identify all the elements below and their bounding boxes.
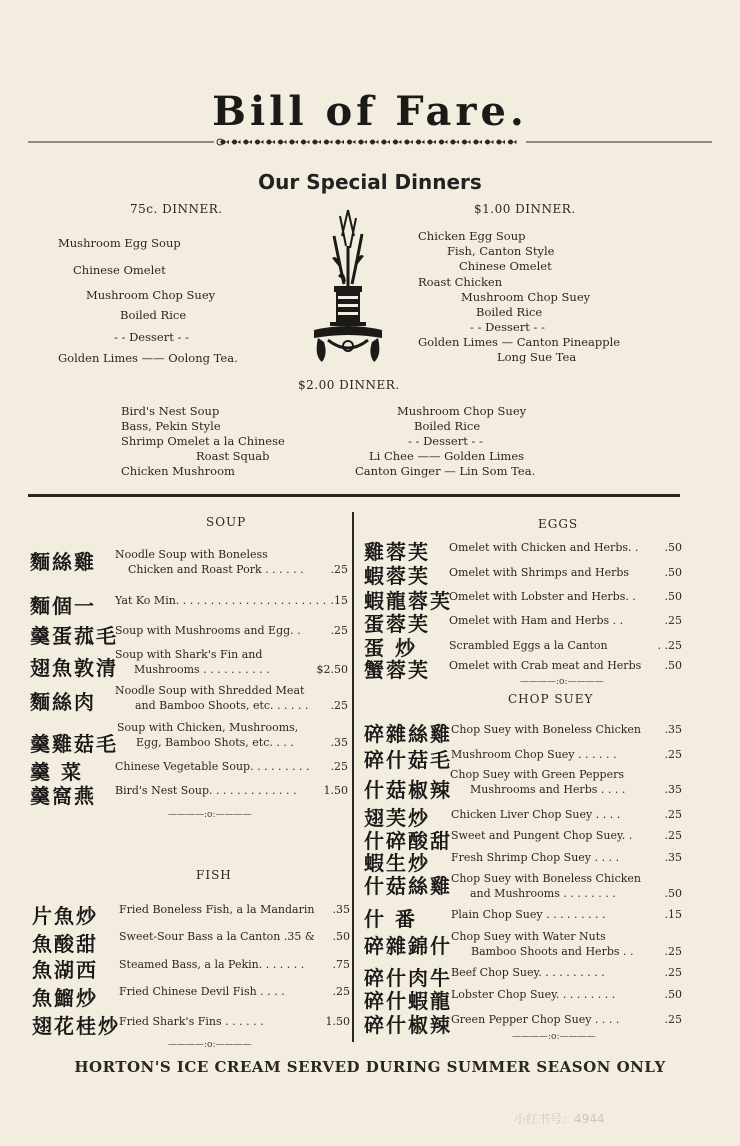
soup-price: .25 xyxy=(330,563,348,576)
dinner-75-line: - - Dessert - - xyxy=(114,330,189,344)
eggs-item: Omelet with Shrimps and Herbs xyxy=(449,566,630,579)
soup-item-cont: Egg, Bamboo Shots, etc. . . . xyxy=(136,736,294,749)
eggs-chinese-name: 蝦蓉芙 xyxy=(364,564,430,588)
dinner-100-line: Fish, Canton Style xyxy=(447,244,555,258)
dinner-200-line: Bird's Nest Soup xyxy=(121,404,220,418)
menu-title: Bill of Fare. xyxy=(212,88,528,135)
soup-chinese-name: 翅魚敦清 xyxy=(30,656,118,680)
soup-item: Soup with Shark's Fin and xyxy=(115,648,263,661)
fish-price: .50 xyxy=(332,930,350,943)
ornament-rule xyxy=(28,136,712,148)
soup-price: $2.50 xyxy=(316,663,348,676)
chop-suey-end-mark: ————:o:———— xyxy=(512,1032,596,1042)
chop-suey-chinese-name: 翅芙炒 xyxy=(364,806,430,830)
soup-chinese-name: 羹雞菇毛 xyxy=(30,732,118,756)
eggs-chinese-name: 蟹蓉芙 xyxy=(364,658,430,682)
dinner-100-line: Roast Chicken xyxy=(418,275,503,289)
chop-suey-item: Beef Chop Suey. . . . . . . . . . xyxy=(451,966,605,979)
eggs-item: Omelet with Chicken and Herbs. . xyxy=(449,541,639,554)
ornament-glyph xyxy=(232,140,241,145)
chop-suey-chinese-name: 什菇椒辣 xyxy=(364,778,452,802)
dinner-200-line: Chicken Mushroom xyxy=(121,464,235,478)
dinner-100-line: - - Dessert - - xyxy=(470,320,545,334)
dinner-75-line: Chinese Omelet xyxy=(73,263,166,277)
ornament-glyph xyxy=(508,140,517,145)
chop-suey-price: .15 xyxy=(664,908,682,921)
dinner-100-line: Long Sue Tea xyxy=(497,350,577,364)
ornament-glyph xyxy=(462,140,471,145)
chop-suey-chinese-name: 什菇絲雞 xyxy=(364,874,452,898)
soup-item: Yat Ko Min. . . . . . . . . . . . . . . . . . . . . . xyxy=(115,594,327,607)
ornament-glyph xyxy=(393,140,402,145)
chop-suey-item: Sweet and Pungent Chop Suey. . xyxy=(451,829,633,842)
chop-suey-price: .25 xyxy=(664,808,682,821)
dinner-100-line: Golden Limes — Canton Pineapple xyxy=(418,335,621,349)
eggs-chinese-name: 雞蓉芙 xyxy=(364,540,430,564)
fish-item: Fried Shark's Fins . . . . . . xyxy=(119,1015,264,1028)
chop-suey-heading: CHOP SUEY xyxy=(508,692,594,706)
watermark-text: 小红书号：4944 xyxy=(514,1112,605,1126)
soup-end-mark: ————:o:———— xyxy=(168,810,252,820)
eggs-item: Omelet with Crab meat and Herbs xyxy=(449,659,642,672)
dinner-200-line: Boiled Rice xyxy=(414,419,481,433)
fish-chinese-name: 翅花桂炒 xyxy=(32,1014,120,1038)
dinner-75-line: Mushroom Egg Soup xyxy=(58,236,181,250)
chop-suey-chinese-name: 碎什菇毛 xyxy=(364,748,452,772)
soup-item: Soup with Chicken, Mushrooms, xyxy=(117,721,299,734)
ornament-glyph xyxy=(450,140,459,145)
eggs-end-mark: ————:o:———— xyxy=(520,677,604,687)
section-divider xyxy=(28,494,680,497)
ornament-glyph xyxy=(243,140,252,145)
fish-item: Fried Chinese Devil Fish . . . . xyxy=(119,985,285,998)
fish-price: 1.50 xyxy=(325,1015,350,1028)
chop-suey-item: Green Pepper Chop Suey . . . . xyxy=(451,1013,620,1026)
eggs-price: .50 xyxy=(664,566,682,579)
soup-chinese-name: 麵絲肉 xyxy=(30,690,96,714)
ornament-glyph xyxy=(404,140,413,145)
soup-item: Bird's Nest Soup. . . . . . . . . . . . . xyxy=(115,784,297,797)
soup-item: Noodle Soup with Shredded Meat xyxy=(115,684,305,697)
chop-suey-chinese-name: 什 番 xyxy=(364,907,417,931)
eggs-item: Omelet with Lobster and Herbs. . xyxy=(449,590,636,603)
soup-item-cont: and Bamboo Shoots, etc. . . . . . xyxy=(135,699,309,712)
soup-price: .35 xyxy=(330,736,348,749)
ornament-glyph xyxy=(485,140,494,145)
eggs-item: Scrambled Eggs a la Canton xyxy=(449,639,608,652)
chop-suey-item: Chop Suey with Water Nuts xyxy=(451,930,606,943)
soup-chinese-name: 羹 菜 xyxy=(30,760,83,784)
dinner-200-line: Bass, Pekin Style xyxy=(121,419,221,433)
chop-suey-chinese-name: 碎什肉牛 xyxy=(364,966,452,990)
ornament-glyph xyxy=(427,140,436,145)
chop-suey-item: Chop Suey with Boneless Chicken xyxy=(451,872,641,885)
ornament-glyph xyxy=(335,140,344,145)
fish-item: Steamed Bass, a la Pekin. . . . . . . xyxy=(119,958,305,971)
vase-illustration xyxy=(310,206,386,368)
footer-note: HORTON'S ICE CREAM SERVED DURING SUMMER SEASON ONLY xyxy=(74,1058,666,1076)
chop-suey-item: Fresh Shrimp Chop Suey . . . . xyxy=(451,851,619,864)
eggs-item: Omelet with Ham and Herbs . . xyxy=(449,614,624,627)
dinner-100-line: Mushroom Chop Suey xyxy=(461,290,591,304)
chop-suey-chinese-name: 碎什椒辣 xyxy=(364,1013,452,1037)
chop-suey-chinese-name: 蝦生炒 xyxy=(364,851,430,875)
soup-price: .25 xyxy=(330,624,348,637)
ornament-glyph xyxy=(255,140,264,145)
dinner-200-line: Mushroom Chop Suey xyxy=(397,404,527,418)
chop-suey-price: .25 xyxy=(664,945,682,958)
soup-item: Noodle Soup with Boneless xyxy=(115,548,268,561)
ornament-glyph xyxy=(381,140,390,145)
chop-suey-price: .25 xyxy=(664,966,682,979)
ornament-glyph xyxy=(278,140,287,145)
soup-chinese-name: 麵個一 xyxy=(30,594,96,618)
fish-chinese-name: 魚湖西 xyxy=(32,958,98,982)
ornament-glyph xyxy=(370,140,379,145)
eggs-heading: EGGS xyxy=(538,517,579,531)
fish-chinese-name: 魚酸甜 xyxy=(32,932,98,956)
fish-price: .25 xyxy=(332,985,350,998)
ornament-glyph xyxy=(324,140,333,145)
dinner-200-line: Roast Squab xyxy=(196,449,270,463)
chop-suey-price: .50 xyxy=(664,988,682,1001)
chop-suey-chinese-name: 碎雜錦什 xyxy=(364,934,452,958)
ornament-glyph xyxy=(473,140,482,145)
dinner-75-heading: 75c. DINNER. xyxy=(130,202,223,216)
ornament-glyph xyxy=(416,140,425,145)
soup-chinese-name: 羹窩燕 xyxy=(30,784,96,808)
fish-heading: FISH xyxy=(196,868,232,882)
column-divider xyxy=(352,512,354,1042)
chop-suey-chinese-name: 碎什蝦龍 xyxy=(364,989,452,1013)
eggs-price: . .25 xyxy=(657,639,682,652)
chop-suey-chinese-name: 碎雜絲雞 xyxy=(364,722,452,746)
dinner-100-line: Boiled Rice xyxy=(476,305,543,319)
ornament-glyph xyxy=(358,140,367,145)
dinner-100-heading: $1.00 DINNER. xyxy=(474,202,576,216)
dinner-75-line: Boiled Rice xyxy=(120,308,187,322)
soup-chinese-name: 羹蛋菰毛 xyxy=(30,624,118,648)
dinner-200-heading: $2.00 DINNER. xyxy=(298,378,400,392)
chop-suey-price: .35 xyxy=(664,851,682,864)
soup-chinese-name: 麵絲雞 xyxy=(30,550,96,574)
ornament-glyph xyxy=(289,140,298,145)
fish-item: Fried Boneless Fish, a la Mandarin xyxy=(119,903,315,916)
eggs-chinese-name: 蛋 炒 xyxy=(364,636,417,660)
chop-suey-price: .25 xyxy=(664,829,682,842)
soup-heading: SOUP xyxy=(206,515,247,529)
ornament-glyph xyxy=(266,140,275,145)
chop-suey-price: .35 xyxy=(664,723,682,736)
dinner-100-line: Chinese Omelet xyxy=(459,259,552,273)
chop-suey-item: Chop Suey with Boneless Chicken xyxy=(451,723,641,736)
dinner-200-line: - - Dessert - - xyxy=(408,434,483,448)
ornament-glyph xyxy=(312,140,321,145)
ornament-glyph xyxy=(496,140,505,145)
chop-suey-item-cont: Bamboo Shoots and Herbs . . xyxy=(471,945,634,958)
ornament-glyph xyxy=(347,140,356,145)
soup-item: Soup with Mushrooms and Egg. . xyxy=(115,624,301,637)
soup-price: .25 xyxy=(330,699,348,712)
soup-item: Chinese Vegetable Soup. . . . . . . . . xyxy=(115,760,310,773)
eggs-price: .50 xyxy=(664,541,682,554)
chop-suey-item: Lobster Chop Suey. . . . . . . . . xyxy=(451,988,616,1001)
soup-price: .25 xyxy=(330,760,348,773)
eggs-price: .25 xyxy=(664,614,682,627)
chop-suey-price: .50 xyxy=(664,887,682,900)
chop-suey-price: .25 xyxy=(664,748,682,761)
chop-suey-item-cont: and Mushrooms . . . . . . . . xyxy=(470,887,616,900)
fish-chinese-name: 片魚炒 xyxy=(32,904,98,928)
dinner-200-line: Li Chee —— Golden Limes xyxy=(369,449,525,463)
soup-price: .15 xyxy=(330,594,348,607)
subtitle: Our Special Dinners xyxy=(258,170,482,194)
eggs-price: .50 xyxy=(664,590,682,603)
soup-price: 1.50 xyxy=(323,784,348,797)
eggs-chinese-name: 蝦龍蓉芙 xyxy=(364,589,452,613)
fish-item: Sweet-Sour Bass a la Canton .35 & xyxy=(119,930,315,943)
dinner-200-line: Shrimp Omelet a la Chinese xyxy=(121,434,285,448)
chop-suey-item: Plain Chop Suey . . . . . . . . . xyxy=(451,908,606,921)
dinner-75-line: Mushroom Chop Suey xyxy=(86,288,216,302)
eggs-price: .50 xyxy=(664,659,682,672)
fish-chinese-name: 魚鰡炒 xyxy=(32,986,98,1010)
chop-suey-item: Chicken Liver Chop Suey . . . . xyxy=(451,808,621,821)
chop-suey-item: Chop Suey with Green Peppers xyxy=(450,768,624,781)
eggs-chinese-name: 蛋蓉芙 xyxy=(364,612,430,636)
ornament-glyph xyxy=(220,140,229,145)
soup-item-cont: Mushrooms . . . . . . . . . . xyxy=(134,663,270,676)
ornament-glyph xyxy=(439,140,448,145)
fish-end-mark: ————:o:———— xyxy=(168,1040,252,1050)
soup-item-cont: Chicken and Roast Pork . . . . . . xyxy=(128,563,304,576)
fish-price: .75 xyxy=(332,958,350,971)
dinner-200-line: Canton Ginger — Lin Som Tea. xyxy=(355,464,536,478)
chop-suey-item-cont: Mushrooms and Herbs . . . . xyxy=(470,783,626,796)
ornament-glyph xyxy=(301,140,310,145)
dinner-100-line: Chicken Egg Soup xyxy=(418,229,526,243)
chop-suey-item: Mushroom Chop Suey . . . . . . xyxy=(451,748,617,761)
chop-suey-chinese-name: 什碎酸甜 xyxy=(364,829,452,853)
chop-suey-price: .35 xyxy=(664,783,682,796)
dinner-75-line: Golden Limes —— Oolong Tea. xyxy=(58,351,238,365)
fish-price: .35 xyxy=(332,903,350,916)
chop-suey-price: .25 xyxy=(664,1013,682,1026)
